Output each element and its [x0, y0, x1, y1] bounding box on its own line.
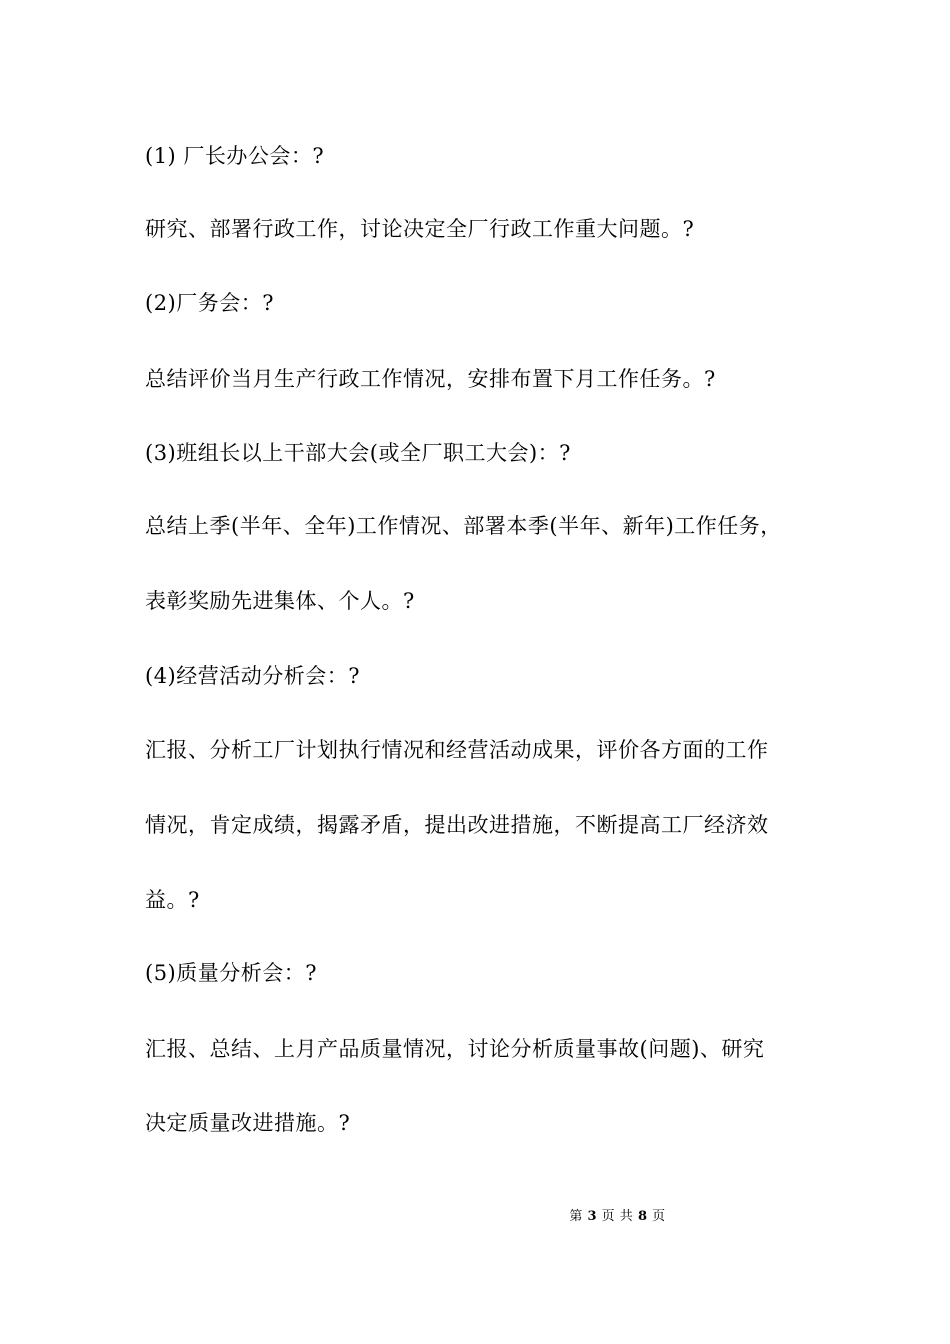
paragraph-line: 汇报、总结、上月产品质量情况，讨论分析质量事故(问题)、研究: [145, 1037, 765, 1061]
paragraph-line: 汇报、分析工厂计划执行情况和经营活动成果，评价各方面的工作: [145, 738, 769, 762]
page-suffix: 页: [652, 1209, 666, 1224]
page-prefix: 第: [569, 1209, 583, 1224]
paragraph-line: 决定质量改进措施。?: [145, 1111, 351, 1135]
page-footer: [0, 1208, 950, 1226]
heading-cadre-assembly: (3)班组长以上干部大会(或全厂职工大会)：?: [145, 441, 571, 465]
current-page-number: 3: [587, 1209, 598, 1224]
page-middle: 页 共: [601, 1209, 634, 1224]
paragraph-line: 总结上季(半年、全年)工作情况、部署本季(半年、新年)工作任务，: [145, 514, 782, 538]
total-pages-number: 8: [637, 1209, 648, 1224]
paragraph-line: 研究、部署行政工作，讨论决定全厂行政工作重大问题。?: [145, 217, 695, 241]
paragraph-line: 表彰奖励先进集体、个人。?: [145, 589, 415, 613]
heading-factory-affairs-meeting: (2)厂务会：?: [145, 291, 275, 315]
page-number: [569, 1208, 665, 1226]
heading-factory-director-meeting: (1) 厂长办公会：?: [145, 144, 325, 168]
paragraph-line: 总结评价当月生产行政工作情况，安排布置下月工作任务。?: [145, 367, 716, 391]
paragraph-line: 益。?: [145, 888, 200, 912]
heading-quality-analysis-meeting: (5)质量分析会：?: [145, 961, 318, 985]
paragraph-line: 情况，肯定成绩，揭露矛盾，提出改进措施，不断提高工厂经济效: [145, 813, 769, 837]
heading-operations-analysis-meeting: (4)经营活动分析会：?: [145, 664, 361, 688]
